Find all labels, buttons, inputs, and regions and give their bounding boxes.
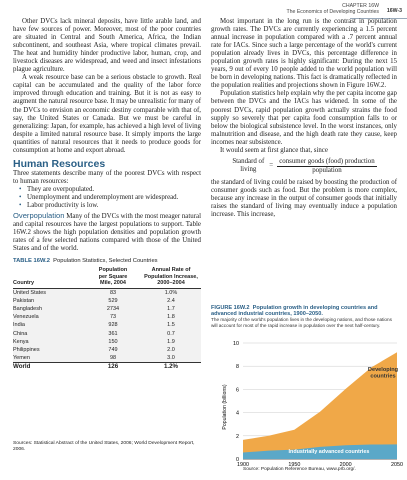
chapter-label: CHAPTER 16W [342,3,379,9]
cell-country: Bangladesh [13,305,43,312]
figure-label: FIGURE 16W.2 [211,305,250,311]
section-heading-human-resources: Human Resources [13,157,106,170]
population-table-wrap [13,267,201,372]
table-body [13,288,201,363]
cell-growth: 1.2% [141,363,201,372]
paragraph: Population statistics help explain why the per capita income gap between the DVCs and the IACs has widened. In some of the poorest DVCs, rapid population growth actually strains the food supply so severely that per capita food consumption falls to or below the biological subsistence level. In the worst instances, only malnutrition and disease, and the high death rate they cause, keep incomes near subsistence. [211,90,398,146]
list-item: • Labor productivity is low. [27,202,201,210]
cell-growth: 1.0% [164,289,178,296]
paragraph [13,212,201,253]
equation-denominator: population [312,166,342,174]
cell-country: United States [13,289,47,296]
cell-country: China [13,330,28,337]
running-head [286,3,379,16]
cell-density: 529 [108,297,118,304]
table-title [13,258,201,264]
equation [211,158,397,175]
table-source: Sources: Statistical Abstract of the United States, 2006; World Development Report, 2006. [13,441,195,452]
table-row [13,313,201,321]
cell-growth: 1.7 [167,305,175,312]
cell-country: Philippines [13,346,40,353]
y-tick-label: 6 [236,387,239,394]
col-header: Mile, 2004 [85,280,141,288]
col-header: 2000–2004 [141,280,201,288]
paragraph: A weak resource base can be a serious obstacle to growth. Real capital can be accumulated and the quality of the labor force improved through education and training. But it is not as easy to augment the natural resource base. It may be unrealistic for many of the DVCs to envision an economic destiny comparable with that of, say, the United States or Canada. But we must be careful in generalizing: Japan, for example, has achieved a high level of living despite a limited natural resource base. It simply imports the large quantities of natural resources that it needs to produce goods for consumption at home and export abroad. [13,74,201,154]
list-item: • Unemployment and underemployment are widespread. [27,194,201,202]
cell-density: 150 [108,338,118,345]
cell-growth: 0.7 [167,330,175,337]
equation-left: Standard of living [232,158,265,174]
left-column [13,18,201,253]
col-header: Population Increase, [144,273,198,280]
figure-caption [211,305,397,328]
subheading-overpopulation: Overpopulation [13,211,65,221]
cell-density: 83 [109,289,117,296]
cell-density: 928 [108,322,118,329]
y-tick-label: 0 [236,457,239,463]
cell-growth: 1.9 [167,338,175,345]
table-row [13,305,201,313]
x-tick-label: 1900 [237,462,249,467]
equation-fraction [277,158,377,175]
cell-density: 749 [108,346,118,353]
figure-title: Population growth in developing countries and advanced industrial countries, 1900–2050. [211,305,378,318]
page-number: 16W-3 [386,8,402,14]
cell-density: 98 [109,355,117,362]
x-tick-label: 1950 [288,462,301,467]
table-label: TABLE 16W.2 [13,258,50,264]
cell-density: 126 [85,363,141,372]
cell-country: Yemen [13,355,30,362]
cell-country: India [13,322,25,329]
y-tick-label: 10 [233,341,239,347]
population-chart [211,337,403,467]
paragraph-text: Many of the DVCs with the most meager natural and capital resources have the largest populations to support. Table 16W.2 shows the high population densities and population growth rates of a few selected nations compared with those of the United States and of the world. [13,213,201,253]
table-row [13,321,201,329]
y-tick-label: 4 [236,410,239,417]
cell-density: 361 [108,330,118,337]
table-row [13,338,201,346]
list-item: • They are overpopulated. [27,186,201,194]
x-tick-label: 2050 [391,462,403,467]
y-axis-label: Population (billions) [222,384,228,430]
table-row [13,297,201,305]
table-row [13,346,201,354]
table-row [13,288,201,297]
paragraph: the standard of living could be raised by boosting the production of consumer goods such as food. But the problem is more complex, because any increase in the output of consumer goods that initially raises the standard of living may eventually induce a population increase. This increase, [211,178,397,219]
paragraph: Other DVCs lack mineral deposits, have little arable land, and have few sources of power. Moreover, most of the poor countries are situated in Central and South America, Africa, the Indian subcontinent, and southeast Asia, where tropical climates prevail. The heat and humidity hinder productive labor, human, crop, and livestock diseases are widespread, and weed and insect infestations plague agriculture. [13,18,201,74]
table-row [13,330,201,338]
cell-country: Kenya [13,338,29,345]
table-row [13,354,201,363]
series-label-industrial: Industrially advanced countries [288,449,370,455]
x-tick-label: 2000 [339,462,352,467]
y-tick-label: 2 [236,433,239,440]
equals-sign: = [269,162,274,170]
cell-growth: 2.0 [167,346,175,353]
cell-country: World [13,363,85,372]
cell-country: Pakistan [13,297,35,304]
bullet-list [13,186,201,210]
cell-density: 73 [109,314,117,321]
paragraph: Three statements describe many of the poorest DVCs with respect to human resources: [13,169,201,185]
series-label-developing: Developing countries [367,367,399,380]
col-header: Annual Rate of [151,267,191,273]
col-header-country: Country [13,280,85,288]
paragraph: It would seem at first glance that, since [220,146,328,154]
figure-subtitle: The majority of the world's population lives in the developing nations, and those nations will account for most of the rapid increase in population over the next half-century. [211,317,392,328]
col-header: Population [98,267,128,273]
cell-density: 2734 [106,305,120,312]
paragraph: Most important in the long run is the contrast in population growth rates. The DVCs are currently experiencing a 1.5 percent annual increase in population compared with a .7 percent annual rate for IACs. Since such a large percentage of the world's current population already lives in DVCs, this percentage difference in population growth rates is highly significant: During the next 15 years, 9 out of every 10 people added to the world population will be born in developing nations. This fact is dramatically reflected in the population realities and projections shown in Figure 16W.2. [211,18,397,90]
y-tick-label: 8 [236,364,239,371]
right-column [211,18,397,219]
col-header: per Square [98,273,128,280]
cell-growth: 2.4 [167,297,175,304]
cell-growth: 1.5 [167,322,175,329]
table-row-world [13,363,201,372]
figure-source: Source: Population Reference Bureau, www.prb.org/. [243,467,356,472]
population-table [13,267,201,372]
book-title: The Economics of Developing Countries [286,9,379,16]
cell-growth: 3.0 [167,355,175,362]
equation-numerator: consumer goods (food) production [277,158,377,167]
cell-country: Venezuela [13,314,39,321]
y-tick-labels [233,341,239,463]
table-caption: Population Statistics, Selected Countries [53,258,158,264]
cell-growth: 1.8 [167,314,175,321]
